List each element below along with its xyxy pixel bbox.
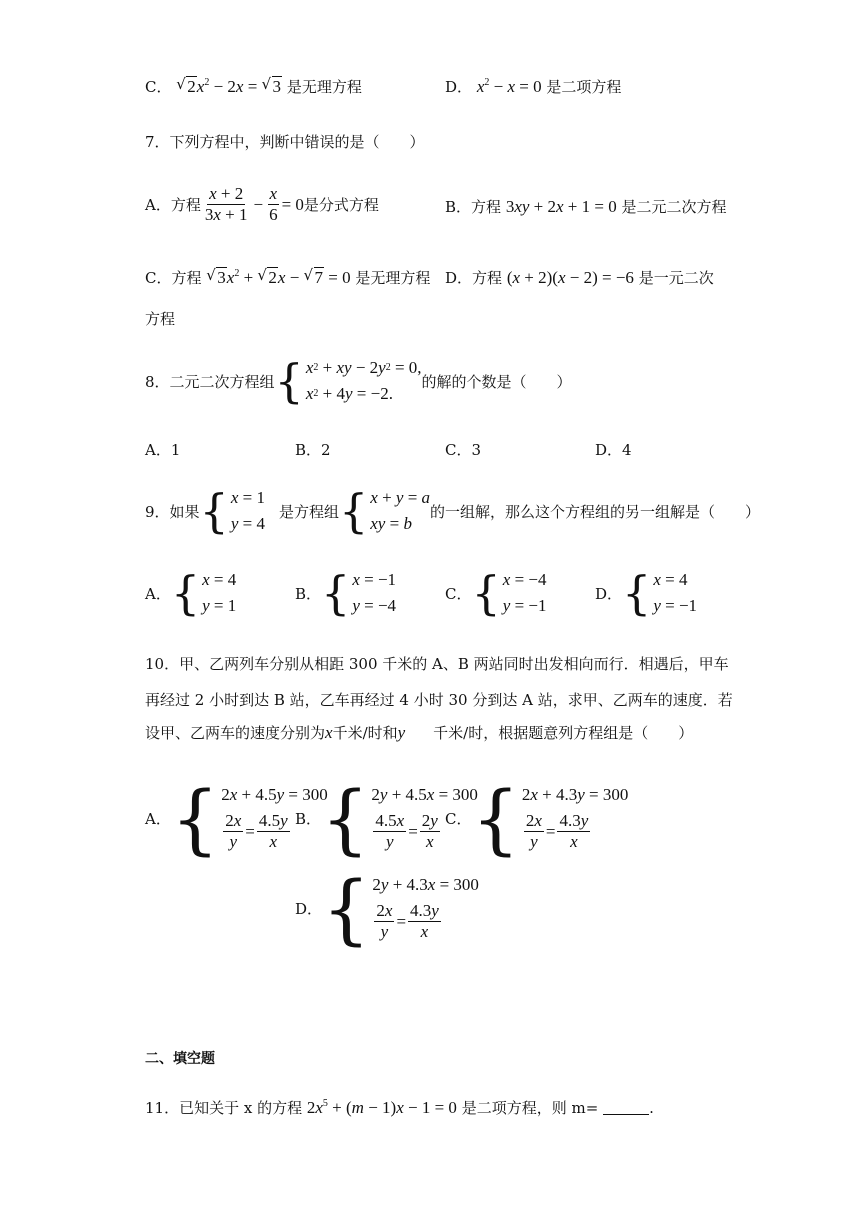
q6-option-d: D． $x^2 - x = 0$ 是二项方程 (445, 77, 622, 96)
q9-option-d: D． { x = 4 y = −1 (595, 566, 698, 620)
q8-option-d: D．4 (595, 441, 632, 459)
q7-option-b: B．方程 3xy + 2x + 1 = 0 是二元二次方程 (445, 197, 727, 216)
q8-stem: 8．二元二次方程组 { x 2 + xy − 2 y 2 = 0, x 2 + 4 y = −2. 的解的个数是（ ） (145, 354, 572, 408)
q7-option-d-wrap: 方程 (145, 310, 176, 328)
q6-option-c: C． √ $2x^2 - 2x$ = √ 3 是无理方程 (145, 76, 362, 97)
q10-line-2: 再经过 2 小时到达 B 站，乙车再经过 4 小时 30 分到达 A 站，求甲、乙两车的速度．若 (145, 691, 733, 709)
q7-option-c: C．方程 √ $3x^2$ + √ 2x − √ 7 = 0 是无理方程 (145, 267, 430, 288)
q10-line-3: 设甲、乙两车的速度分别为x千米/时和y 千米/时，根据题意列方程组是（ ） (145, 723, 694, 742)
q11-answer-blank[interactable] (603, 1100, 649, 1115)
q8-system: { x 2 + xy − 2 y 2 = 0, x 2 + 4 y = −2. (274, 354, 422, 408)
q10-line-1: 10．甲、乙两列车分别从相距 300 千米的 A、B 两站同时出发相向而行．相遇后，甲车 (145, 655, 729, 673)
q8-option-b: B．2 (295, 441, 331, 459)
q10-option-a: A． { 2 x + 4.5 y = 300 $\frac{2x}{y}$ = $\frac{4.5y}{x}$ (145, 774, 328, 863)
q9-option-b: B． { x = −1 y = −4 (295, 566, 397, 620)
q7-option-a: A．方程 $\frac{x + 2}{3x + 1}$ − $\frac{x}{6}$ = 0 是分式方程 (145, 184, 379, 224)
section-title-fill-blank: 二、填空题 (145, 1051, 215, 1067)
q8-option-a: A．1 (145, 441, 181, 459)
q7-stem: 7．下列方程中，判断中错误的是（ ） (145, 133, 425, 151)
q8-option-c: C．3 (445, 441, 482, 459)
q10-option-b: B． { 2 y + 4.5 x = 300 $\frac{4.5x}{y}$ = $\frac{2y}{x}$ (295, 774, 478, 863)
q11-stem: 11．已知关于 x 的方程 $2x^5 + (m - 1)x - 1 = 0$ 是二项方程，则 m= . (145, 1098, 654, 1117)
q9-option-c: C． { x = −4 y = −1 (445, 566, 547, 620)
q7-option-d: D．方程 (x + 2)(x − 2) = −6 是一元二次 (445, 268, 714, 287)
q10-option-d: D． { 2 y + 4.3 x = 300 $\frac{2x}{y}$ = $\frac{4.3y}{x}$ (295, 864, 479, 953)
q9-stem: 9．如果 { x = 1 y = 4 是方程组 { x + y = a xy = b 的一组解，那么这个方程组的另一组解是（ ） (145, 484, 761, 538)
q9-option-a: A． { x = 4 y = 1 (145, 566, 237, 620)
q10-option-c: C． { 2 x + 4.3 y = 300 $\frac{2x}{y}$ = $\frac{4.3y}{x}$ (445, 774, 629, 863)
